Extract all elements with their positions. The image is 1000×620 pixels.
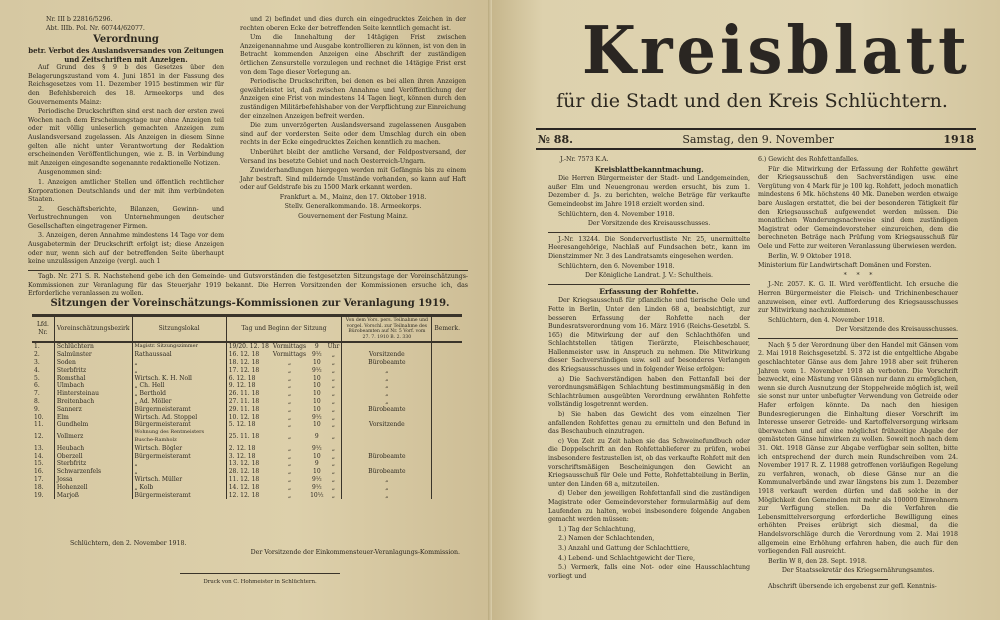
table-cell: „ Ch. Hell <box>132 382 226 390</box>
notice-text: Nach § 5 der Verordnung über den Handel mit Gänsen vom 2. Mai 1918 Reichsgesetzbl. S. 372 ist die entgeltliche Abgabe geschlachteter Gänse aus dem Jahre 1918 aber seit früheren Jahren vom 1. November 1918 ab verboten. Die Vorschrift bezweckt, eine Mästung von Gänsen nur dann zu ermöglichen, wenn sie durch Ausnutzung der Stoppelweide möglich ist, weil sie sonst nur unter unbefugter Verwendung von Getreide oder Hafer erfolgen könnte. Da nach den hiesigen Bundesregierungen die Einhaltung dieser Vorschrift im Interesse unserer Getreide- und Kartoffelversorgung wirksam überwachen und auf eine möglichst frühzeitige Abgabe der gemästeten Gänse hinwirken zu wollen. Soweit noch nach dem 31. Okt. 1918 Gänse zur Abgabe verfügbar sein sollten, bitte ich entsprechend der durch mein Rundschreiben vom 24. November 1917 R. Z. 11988 getroffenen vorläufigen Regelung zu verfahren, wonach, ob diese Gänse nur an die Kommunalverbände und zwar längstens bis zum 1. Dezember 1918 verkauft werden dürfen und daß solche in der Möglichkeit den Gemeinden mit mehr als 100000 Einwohnern zur Verfügung stellen. Da die Verfahren die Lebensmittelversorgung erforderliche Bewilligung eines erhöhten Preises erübrigt sich diesmal, da die Handelsvorschläge durch die Verordnung vom 2. Mai 1918 allgemein eine Erhöhung erfahren haben, die auch für den vorliegenden Fall ausreicht. <box>758 341 958 556</box>
table-cell: „ <box>331 491 336 499</box>
table-cell: „ <box>287 452 292 460</box>
table-cell: 19/20. 12. 18 <box>226 342 271 351</box>
table-cell: „ <box>287 374 292 382</box>
table-cell: „ <box>287 390 292 398</box>
table-cell: Wirtsch. Ad. Stoppel <box>132 414 226 422</box>
table-cell: 9½ <box>312 413 322 421</box>
notice-signature: Der Vorsitzende des Kreisausschusses. <box>587 220 711 228</box>
table-cell: „ <box>331 366 336 374</box>
table-cell: 9½ <box>312 483 322 491</box>
notice-date: Schlüchtern, den 6. November 1918. <box>558 262 675 270</box>
table-cell: 10 <box>313 405 321 413</box>
table-cell: 10. <box>34 413 44 421</box>
table-cell: 2. 12. 18 <box>226 445 271 453</box>
table-row <box>32 375 462 383</box>
table-row <box>32 492 462 500</box>
table-cell: 9. <box>34 405 40 413</box>
table-cell: 29. 11. 18 <box>226 406 271 414</box>
table-cell: 10 <box>313 452 321 460</box>
table-cell: 7. <box>34 390 40 398</box>
table-cell: „ Ad. Möller <box>132 398 226 406</box>
list-item: 3.) Anzahl und Gattung der Schlachttiere, <box>558 544 690 552</box>
notice-text: Die Herren Bürgermeister der Stadt- und Landgemeinden, außer Elm und Neuengronau werden ersucht, bis zum 1. Dezember d. Js. zu berichten, welche Beträge für verkaufte Gemeindeobst im Jahre 1918 erzielt worden sind. <box>548 175 750 208</box>
table-cell: 9 <box>314 433 319 441</box>
table-date: Schlüchtern, den 2. November 1918. <box>70 540 187 547</box>
table-cell: Bürgermeisteramt <box>132 492 226 500</box>
table-cell: „ <box>331 358 336 366</box>
table-cell: „ <box>331 475 336 483</box>
table-cell: Wirtsch. Bögler <box>132 445 226 453</box>
table-cell: „ <box>342 375 432 383</box>
table-cell: Romsthal <box>54 375 132 383</box>
table-cell: „ <box>342 492 432 500</box>
table-cell: 10 <box>313 421 321 429</box>
table-cell: Soden <box>54 359 132 367</box>
table-cell: „ <box>287 433 292 441</box>
sessions-table <box>32 314 462 499</box>
masthead: Kreisblatt <box>582 12 971 89</box>
table-cell: 12. <box>34 433 44 441</box>
left-column-2 <box>240 16 466 223</box>
table-cell: Jossa <box>54 476 132 484</box>
table-row <box>32 421 462 429</box>
table-cell: 10. 12. 18 <box>226 414 271 422</box>
notice-text: Tagb. Nr. 271 S. R. Nachstehend gebe ich den Gemeinde- und Gutsvorständen die festgesetzten Sitzungstage der Voreinschätzungs-Kommissionen zur Veranlagung für das Steuerjahr 1919 bekannt. Die Herren Vorsitzenden der Kommissionen ersuche ich, das Erforderliche veranlassen zu wollen. <box>28 273 468 298</box>
reference-number: Abt. IIIb. Pol. Nr. 60744/62077. <box>46 24 145 32</box>
notice-signature: Der Staatssekretär des Kriegsernährungsamtes. <box>781 567 935 575</box>
table-cell: 11. 12. 18 <box>226 476 271 484</box>
table-cell: 17. <box>34 475 44 483</box>
table-cell: „ <box>331 421 336 429</box>
notice-signature: Der Königliche Landrat. J. V.: Schultheis. <box>585 272 713 280</box>
table-row <box>32 468 462 476</box>
table-footer <box>40 540 460 587</box>
list-item: 6.) Gewicht des Rohfettanfalles. <box>758 156 859 163</box>
table-header-cell: Sitzungslokal <box>132 316 226 343</box>
table-cell: 17. 12. 18 <box>226 367 271 375</box>
table-row <box>32 476 462 484</box>
table-cell <box>342 445 432 453</box>
table-cell: Gundhelm <box>54 421 132 429</box>
table-cell: 6. <box>34 382 40 390</box>
commission-notice <box>28 270 468 300</box>
table-cell: „ <box>342 398 432 406</box>
notice-text: Abschrift übersende ich ergebenst zur gefl. Kenntnis- <box>768 582 937 590</box>
table-cell: 3. <box>34 358 40 366</box>
table-cell: „ <box>287 366 292 374</box>
table-body <box>32 342 462 499</box>
table-cell: Rathaussaal <box>132 351 226 359</box>
table-cell: „ Berthold <box>132 390 226 398</box>
table-cell: „ <box>287 358 292 366</box>
table-row <box>32 382 462 390</box>
notice-list <box>548 376 750 582</box>
table-cell: 16. 12. 18 <box>226 351 271 359</box>
table-cell: Sterbfritz <box>54 460 132 468</box>
issue-date: Samstag, den 9. November <box>682 132 834 146</box>
table-cell: „ <box>342 390 432 398</box>
table-cell: 15. <box>34 460 44 468</box>
list-item: 2.) Namen der Schlachtenden, <box>558 535 655 543</box>
issue-dateline <box>536 128 976 150</box>
table-header-cell: Tag und Beginn der Sitzung <box>226 316 342 343</box>
table-row <box>32 406 462 414</box>
table-cell: „ <box>342 382 432 390</box>
table-cell: 8. <box>34 397 40 405</box>
table-cell: „ <box>287 444 292 452</box>
table-cell: 16. <box>34 468 44 476</box>
table-cell: Vorsitzende <box>342 421 432 429</box>
table-cell: Bürobeamte <box>342 468 432 476</box>
table-cell: 9½ <box>312 475 322 483</box>
table-cell: 18. 12. 18 <box>226 359 271 367</box>
table-cell: „ <box>331 444 336 452</box>
paragraph: und 2) befindet und dies durch ein eingedrucktes Zeichen in der rechten oberen Ecke der betreffenden Seite kenntlich gemacht ist. <box>240 16 466 32</box>
table-cell: „ <box>287 468 292 476</box>
left-column-1 <box>28 16 224 268</box>
table-cell: „ <box>287 382 292 390</box>
right-page <box>492 0 1000 620</box>
list-item: a) Die Sachverständigen haben den Fettanfall bei der verordnungsmäßigen Schlachtung bestimmungsmäßig in den Schlachträumen ausgeübten Verordnung erwähnten Rohfette vollständig losgetrennt werden. <box>548 375 750 409</box>
table-cell: 9½ <box>312 366 322 374</box>
notice-text: Der Kriegsausschuß für pflanzliche und tierische Oele und Fette in Berlin, Unter den Linden 68 a, beabsichtigt, zur besseren Erfassung der Rohfette nach der Bundesratsverordnung vom 16. März 1916 (Reichs-Gesetzbl. S. 165) die Mitwirkung der auf den Schlachthöfen und Schlachtstellen tätigen Tierärzte, Fleischbeschauer, Hallenmeister usw. in Anspruch zu nehmen. Die Mitwirkung dieser Sachverständigen usw. soll auf besonderes Verlangen des Kriegsausschusses und in folgender Weise erfolgen: <box>548 297 750 374</box>
table-cell: „ <box>331 390 336 398</box>
table-cell: 9. 12. 18 <box>226 382 271 390</box>
table-cell: Elm <box>54 414 132 422</box>
table-cell: 18. <box>34 483 44 491</box>
table-cell: „ <box>287 491 292 499</box>
notice-text: J.-Nr. 2057. K. G. II. Wird veröffentlicht. Ich ersuche die Herren Bürgermeister die Fleisch- und Trichinenbeschauer anzuweisen, einer evtl. Aufforderung des Kriegsausschusses zur Mitwirkung nachzukommen. <box>758 281 958 315</box>
table-cell: 4. <box>34 366 40 374</box>
table-row <box>32 342 462 351</box>
table-cell: „ <box>132 460 226 468</box>
table-cell: 5. <box>34 374 40 382</box>
table-cell: 13. <box>34 444 44 452</box>
table-cell: Breitenbach <box>54 398 132 406</box>
table-cell: Wirtsch. K. H. Noll <box>132 375 226 383</box>
table-cell: 28. 12. 18 <box>226 468 271 476</box>
notice-date: Berlin W 8, den 28. Sept. 1918. <box>768 557 867 565</box>
table-cell: 9½ <box>312 444 322 452</box>
masthead-subtitle: für die Stadt und den Kreis Schlüchtern. <box>556 90 948 112</box>
list-item: 1.) Tag der Schlachtung, <box>558 525 636 533</box>
table-cell: „ <box>331 382 336 390</box>
signature-line: Gouvernement der Festung Mainz. <box>298 213 408 221</box>
list-item: b) Sie haben das Gewicht des vom einzelnen Tier anfallenden Rohfettes genau zu ermitteln und den Befund in das Beschaubuch einzutragen. <box>548 411 750 436</box>
table-cell: 12. 12. 18 <box>226 492 271 500</box>
table-row <box>32 398 462 406</box>
table-cell: Uhr <box>327 343 340 351</box>
table-cell: „ <box>331 483 336 491</box>
table-cell: „ <box>287 475 292 483</box>
table-row <box>32 367 462 375</box>
table-cell: Vollmerz <box>54 429 132 445</box>
table-cell: Hohenzell <box>54 484 132 492</box>
table-cell: 19. <box>34 491 44 499</box>
table-row <box>32 429 462 445</box>
notice-signature: Ministerium für Landwirtschaft Domänen und Forsten. <box>758 262 932 270</box>
table-cell: Schwarzenfels <box>54 468 132 476</box>
paragraph: 1. Anzeigen amtlicher Stellen und öffentlich rechtlicher Korporationen Deutschlands und der mit ihm verbündeten Staaten. <box>28 178 224 204</box>
notice-signature: Der Vorsitzende des Kreisausschusses. <box>835 326 958 334</box>
right-column-2: 6.) Gewicht des Rohfettanfalles. Für die Mitwirkung der Erfassung der Rohfette gewährt der Kriegsausschuß den Sachverständigen usw. eine Vergütung von 4 Mark für je 100 kg. Rohfett, jedoch monatlich mindestens 6 Mk. höchstens 40 Mk. Daneben werden etwaige bare Auslagen erstattet, die bei der besonderen Tätigkeit für den Kriegsausschuß aufgewendet werden müssen. Die monatlichen Wanderungsnachweise sind dem zuständigen Magistrat oder Gemeindevorsteher einzureichen, dem die berechneten Beträge nach Prüfung vom Kriegsausschuß für Oele und Fette zur weiteren Veranlassung überwiesen werden. Berlin, W. 9 Oktober 1918. Ministerium für Landwirtschaft Domänen und Forsten. * * * J.-Nr. 2057. K. G. II. Wird veröffentlicht. Ich ersuche die Herren Bürgermeister die Fleisch- und Trichinenbeschauer anzuweisen, einer evtl. Aufforderung des Kriegsausschusses zur Mitwirkung nachzukommen. Schlüchtern, den 4. November 1918. Der Vorsitzende des Kreisausschusses. Nach § 5 der Verordnung über den Handel mit Gänsen vom 2. Mai 1918 Reichsgesetzbl. S. 372 ist die entgeltliche Abgabe geschlachteter Gänse aus dem Jahre 1918 aber seit früheren Jahren vom 1. November 1918 ab verboten. Die Vorschrift bezweckt, eine Mästung von Gänsen nur dann zu ermöglichen, wenn sie durch Ausnutzung der Stoppelweide möglich ist, weil sie sonst nur unter unbefugter Verwendung von Getreide oder Hafer erfolgen könnte. Da nach den hiesigen Bundesregierungen die Einhaltung dieser Vorschrift im Interesse unserer Getreide- und Kartoffelversorgung wirksam überwachen und auf eine möglichst frühzeitige Abgabe der gemästeten Gänse hinwirken zu wollen. Soweit noch nach dem 31. Okt. 1918 Gänse zur Abgabe verfügbar sein sollten, bitte ich entsprechend der durch mein Rundschreiben vom 24. November 1917 R. Z. 11988 getroffenen vorläufigen Regelung zu verfahren, wonach, ob diese Gänse nur an die Kommunalverbände und zwar längstens bis zum 1. Dezember 1918 verkauft werden dürfen und daß solche in der Möglichkeit den Gemeinden mit mehr als 100000 Einwohnern zur Verfügung stellen. Da die Verfahren die Lebensmittelversorgung erforderliche Bewilligung eines erhöhten Preises erübrigt sich diesmal, da die Handelsvorschläge durch die Verordnung vom 2. Mai 1918 allgemein eine Erhöhung erfahren haben, die auch für den vorliegenden Fall ausreicht. Berlin W 8, den 28. Sept. 1918. Der Staatssekretär des Kriegsernährungsamtes. Abschrift übersende ich ergebenst zur gefl. Kenntnis- <box>758 156 958 590</box>
table-cell: Bürgermeisteramt <box>132 453 226 461</box>
table-cell: 9½ <box>312 351 322 359</box>
notice-text: Für die Mitwirkung der Erfassung der Rohfette gewährt der Kriegsausschuß den Sachverständigen usw. eine Vergütung von 4 Mark für je 100 kg. Rohfett, jedoch monatlich mindestens 6 Mk. höchstens 40 Mk. Daneben werden etwaige bare Auslagen erstattet, die bei der besonderen Tätigkeit für den Kriegsausschuß aufgewendet werden müssen. Die monatlichen Wanderungsnachweise sind dem zuständigen Magistrat oder Gemeindevorsteher einzureichen, dem die berechneten Beträge nach Prüfung vom Kriegsausschuß für Oele und Fette zur weiteren Veranlassung überwiesen werden. <box>758 165 958 250</box>
right-column-1 <box>548 156 750 582</box>
table-cell: Sterbfritz <box>54 367 132 375</box>
paragraph: 3. Anzeigen, deren Annahme mindestens 14 Tage vor dem Ausgabetermin der Druckschrift erfolgt ist; diese Anzeigen oder nur, wenn sich auf der betreffenden Seite überhaupt keine unzulässigen Anzeige (vergl. auch 1 <box>28 232 224 266</box>
table-title: Sitzungen der Voreinschätzungs-Kommissionen zur Veranlagung 1919. <box>50 298 450 309</box>
table-cell <box>342 414 432 422</box>
table-cell <box>342 342 432 351</box>
table-row <box>32 445 462 453</box>
table-cell: 10 <box>313 374 321 382</box>
table-cell: 5. 12. 18 <box>226 421 271 429</box>
paragraph: Auf Grund des § 9 b des Gesetzes über den Belagerungszustand vom 4. Juni 1851 in der Fassung des Reichsgesetzes vom 11. Dezember 1915 bestimmen wir für den Befehlsbereich des 18. Armeekorps und des Gouvernements Mainz: <box>28 64 224 106</box>
table-cell: „ <box>331 413 336 421</box>
table-cell: Magistr. Sitzungszimmer <box>132 342 226 351</box>
table-cell: „ <box>132 468 226 476</box>
issue-number: № 88. <box>538 132 573 146</box>
table-row <box>32 484 462 492</box>
table-cell: Bürgermeisteramt <box>132 406 226 414</box>
ordinance-subject: betr. Verbot des Auslandsversandes von Zeitungen und Zeitschriften mit Anzeigen. <box>28 46 224 65</box>
table-cell: „ <box>132 367 226 375</box>
table-header-cell: Lfd. Nr. <box>32 316 54 343</box>
table-cell: „ <box>342 367 432 375</box>
table-cell: 10 <box>313 382 321 390</box>
table-row <box>32 359 462 367</box>
table-cell: 9 <box>314 460 319 468</box>
table-cell: 13. 12. 18 <box>226 460 271 468</box>
table-cell <box>342 460 432 468</box>
ordinance-title: Verordnung <box>93 34 159 46</box>
table-header-cell: Voreinschätzungsbezirk <box>54 316 132 343</box>
table-cell: 10 <box>313 390 321 398</box>
table-cell: „ <box>331 460 336 468</box>
notice-date: Schlüchtern, den 4. November 1918. <box>768 316 885 324</box>
list-item: 5.) Vermerk, falls eine Not- oder eine Hausschlachtung vorliegt und <box>548 564 750 580</box>
table-cell: Heubach <box>54 445 132 453</box>
table-cell: „ Kolb <box>132 484 226 492</box>
printer-imprint: Druck von C. Hohmeister in Schlüchtern. <box>180 573 340 587</box>
paragraph: Ausgenommen sind: <box>38 169 102 177</box>
table-header-row <box>32 316 462 343</box>
paragraph: 2. Geschäftsberichte, Bilanzen, Gewinn- und Verlustrechnungen von Unternehmungen deutscher Gesellschaften eingetragener Firmen. <box>28 205 224 230</box>
notice-heading: Kreisblattbekanntmachung. <box>594 164 704 174</box>
table-cell: „ <box>331 405 336 413</box>
table-cell: 10½ <box>310 491 324 499</box>
reference-number: J.-Nr. 7573 K.A. <box>560 156 609 163</box>
table-cell: „ <box>287 405 292 413</box>
table-cell: Ulmbach <box>54 382 132 390</box>
table-cell: „ <box>331 433 336 441</box>
table-cell: 14. 12. 18 <box>226 484 271 492</box>
table-cell: „ <box>331 351 336 359</box>
notice-text: J.-Nr. 13244. Die Sonderverlustliste Nr. 25, unermittelte Heeresangehörige, Nachlaß auf Fundsachen betr., kann im Dienstzimmer Nr. 3 des Landratsamts eingesehen werden. <box>548 235 750 260</box>
table-cell: Bürobeamte <box>342 406 432 414</box>
table-row <box>32 460 462 468</box>
table-cell: Vorsitzende <box>342 351 432 359</box>
table-cell: Salmünster <box>54 351 132 359</box>
table-cell: 10 <box>313 358 321 366</box>
table-cell: Vormittags <box>272 343 307 351</box>
table-cell: „ <box>132 359 226 367</box>
table-cell: „ <box>331 468 336 476</box>
table-cell: Schlüchtern <box>54 342 132 351</box>
table-cell: Oberzell <box>54 453 132 461</box>
sign-place-date: Frankfurt a. M., Mainz, den 17. Oktober 1918. <box>279 193 427 201</box>
table-row <box>32 453 462 461</box>
table-signature: Der Vorsitzende der Einkommensteuer-Veranlagungs-Kommission. <box>250 548 460 556</box>
table-cell: „ <box>287 397 292 405</box>
table-header-cell: Von dem Vors. pers. Teilnahme und vorgel. Vorschl. zur Teilnahme des Bürobeamten auf Nr. 5 Vorf. vom 27. 7. 1910 B. 2. 330 <box>342 316 432 343</box>
left-page <box>0 0 492 620</box>
table-cell: Vormittags <box>272 351 307 359</box>
table-cell: 26. 11. 18 <box>226 390 271 398</box>
table-cell: „ <box>287 483 292 491</box>
paragraph: Unberührt bleibt der amtliche Versand, der Feldpostversand, der Versand ins besetzte Gebiet und nach Oesterreich-Ungarn. <box>240 148 466 165</box>
paragraph: Die zum unverzögerten Auslandsversand zugelassenen Ausgaben sind auf der vordersten Seite oder dem Umschlag durch ein oben rechts in der Ecke eingedrucktes Zeichen kenntlich zu machen. <box>240 122 466 147</box>
table-cell: „ <box>342 476 432 484</box>
list-item: 4.) Lebend- und Schlachtgewicht der Tiere, <box>558 554 695 562</box>
notice-heading: Erfassung der Rohfette. <box>599 286 699 296</box>
table-row <box>32 414 462 422</box>
table-cell: 6. 12. 18 <box>226 375 271 383</box>
notice-date: Schlüchtern, den 4. November 1918. <box>558 210 675 218</box>
list-item: c) Von Zeit zu Zeit haben sie das Schweinefundbuch oder die Doppelschrift an den Rohfettablieferer zu prüfen, wobei insbesondere festzustellen ist, ob das verkaufte Rohfett mit den vorschriftsmäßigen Bescheinigungen den Gewicht an Kriegsausschuß für Oele und Fette, Rohfettabteilung in Berlin, unter den Linden 68 a, mitzuteilen. <box>548 437 750 488</box>
table-cell: 9 <box>314 343 319 351</box>
table-cell: 1. <box>34 343 40 351</box>
table-cell: 14. <box>34 452 44 460</box>
table-cell: „ <box>342 484 432 492</box>
notice-date: Berlin, W. 9 Oktober 1918. <box>768 252 852 260</box>
table-cell <box>342 429 432 445</box>
table-cell: „ <box>331 397 336 405</box>
table-cell: Bürgermeisteramt <box>132 421 226 429</box>
table-row <box>32 351 462 359</box>
table-cell: Wohnung des Rentmeisters Busche-Ramholz <box>132 429 226 445</box>
table-cell: 25. 11. 18 <box>226 429 271 445</box>
signature-line: Stellv. Generalkommando. 18. Armeekorps. <box>284 203 422 211</box>
table-cell: 10 <box>313 468 321 476</box>
table-row <box>32 390 462 398</box>
table-cell: „ <box>287 413 292 421</box>
reference-number: Nr. III b 22816/5296. <box>46 16 113 23</box>
table-cell: Hintersteinau <box>54 390 132 398</box>
table-cell: 27. 11. 18 <box>226 398 271 406</box>
table-cell: 10 <box>313 397 321 405</box>
table-cell: 11. <box>34 421 44 429</box>
ordinance-text <box>28 64 224 267</box>
table-cell: Wirtsch. Müller <box>132 476 226 484</box>
issue-year: 1918 <box>943 132 974 146</box>
table-cell: „ <box>331 452 336 460</box>
list-item: d) Ueber den jeweiligen Rohfettanfall sind die zuständigen Magistrate oder Gemeindevorsteher formularmäßig auf dem Laufenden zu halten, wobei insbesondere folgende Angaben gemacht werden müssen: <box>548 490 750 524</box>
table-header-cell: Bemerk. <box>432 316 462 343</box>
paragraph: Periodische Druckschriften sind erst nach der ersten zwei Wochen nach dem Erscheinungstage nur ohne Anzeigen teil oder mit völlig unleserlich gemachten Anzeigen zum Auslandsversand zugelassen. Als Anzeigen in diesem Sinne gelten alle nicht unter Verantwortung der Redaktion erscheinenden Veröffentlichungen, wie z. B. in Verbindung mit Anzeigen eingesandte sogenannte redaktionelle Notizen. <box>28 108 224 167</box>
paragraph: Periodische Druckschriften, bei denen es bei allen ihren Anzeigen gewährleistet ist, daß zwischen Annahme und Veröffentlichung der Anzeigen eine Frist von mindestens 14 Tagen liegt, können durch den zuständigen Militärbefehlshaber von der Verpflichtung zur Einreichung der einzelnen Anzeigen befreit werden. <box>240 78 466 120</box>
table-cell: „ <box>287 460 292 468</box>
paragraph: Zuwiderhandlungen hiergegen werden mit Gefängnis bis zu einem Jahr bestraft. Sind mildernde Umstände vorhanden, so kann auf Haft oder auf Geldstrafe bis zu 1500 Mark erkannt werden. <box>240 167 466 192</box>
table-cell: 3. 12. 18 <box>226 453 271 461</box>
table-cell: 2. <box>34 351 40 359</box>
ordinance-text-continued <box>240 16 466 193</box>
table-cell: Sannerz <box>54 406 132 414</box>
table-cell: „ <box>287 421 292 429</box>
table-cell: „ <box>331 374 336 382</box>
table-cell: Bürobeamte <box>342 453 432 461</box>
table-cell: Marjoß <box>54 492 132 500</box>
paragraph: Um die Innehaltung der 14tägigen Frist zwischen Anzeigenannahme und Ausgabe kontrollieren zu können, ist von den in Betracht kommenden Anzeigen eine Abschrift der zuständigen örtlichen Zensurstelle vorzulegen und rechnet die 14tägige Frist erst von dem Tage dieser Vorlegung an. <box>240 34 466 76</box>
table-cell: Bürobeamte <box>342 359 432 367</box>
